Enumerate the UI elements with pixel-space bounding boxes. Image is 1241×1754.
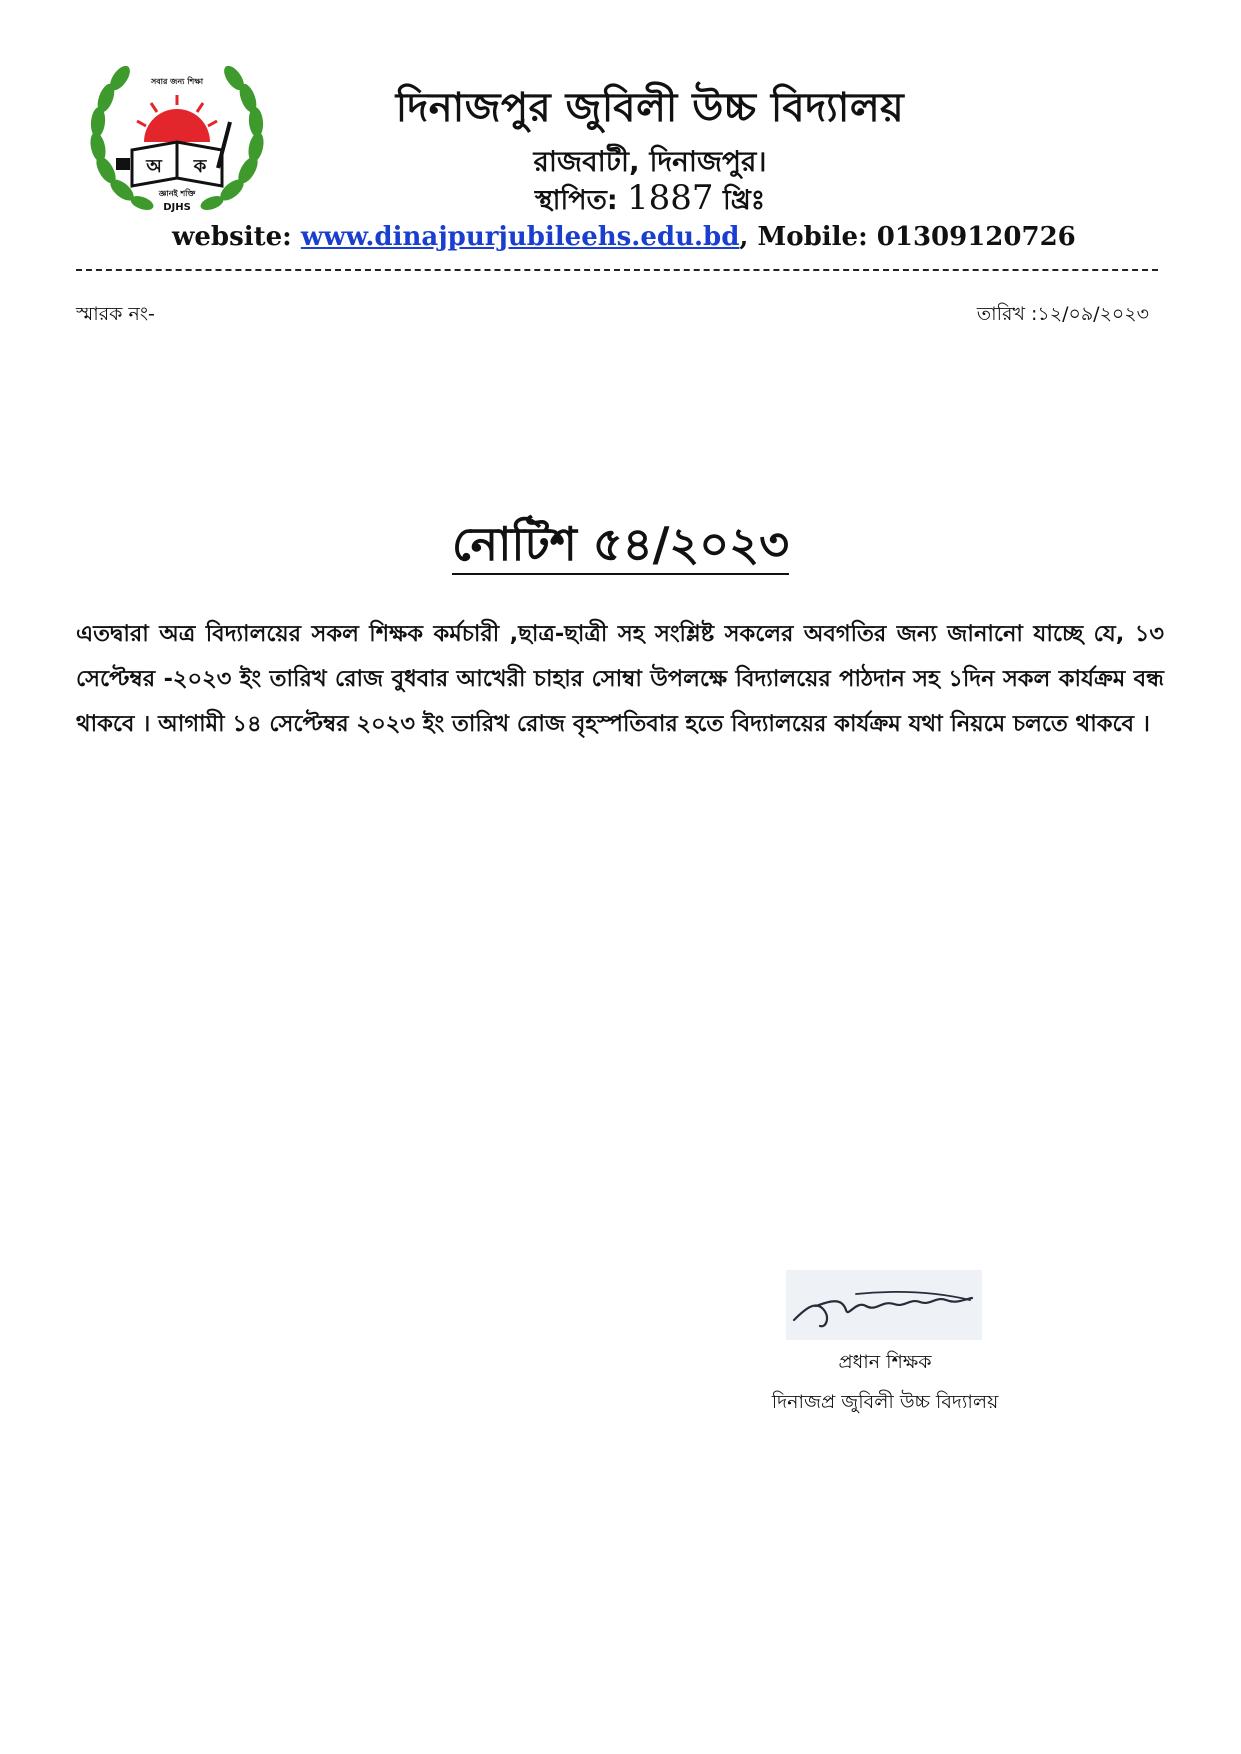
contact-line xyxy=(172,222,1076,252)
school-emblem-icon xyxy=(82,50,272,220)
logo-abbreviation: DJHS xyxy=(163,202,191,213)
signatory-title: প্রধান শিক্ষক xyxy=(838,1351,932,1373)
notice-date: তারিখ :১২/০৯/২০২৩ xyxy=(976,303,1149,325)
logo-book-right-letter: ক xyxy=(193,156,207,177)
memo-number: স্মারক নং- xyxy=(76,303,155,325)
school-logo xyxy=(82,50,272,220)
handwritten-signature-icon xyxy=(786,1270,982,1340)
logo-motto-bottom: জ্ঞানই শক্তি xyxy=(158,189,196,198)
established-suffix: খ্রিঃ xyxy=(722,185,766,216)
mobile-label: , Mobile: xyxy=(739,222,868,252)
established-line xyxy=(300,178,1000,225)
signatory-school: দিনাজপ্র জুবিলী উচ্চ বিদ্যালয় xyxy=(771,1391,999,1413)
school-name: দিনাজপুর জুবিলী উচ্চ বিদ্যালয় xyxy=(395,85,905,131)
logo-book-left-letter: অ xyxy=(146,156,162,177)
notice-title-text: নোটিশ ৫৪/২০২৩ xyxy=(452,517,789,575)
established-year: 1887 xyxy=(627,178,714,218)
notice-body: এতদ্বারা অত্র বিদ্যালয়ের সকল শিক্ষক কর্মচারী ,ছাত্র-ছাত্রী সহ সংশ্লিষ্ট সকলের অবগতির জন্য জানানো যাচ্ছে যে, ১৩ সেপ্টেম্বর -২০২৩ ইং তারিখ রোজ বুধবার আখেরী চাহার সোম্বা উপলক্ষে বিদ্যালয়ের পাঠদান সহ ১দিন সকল কার্যক্রম বন্ধ থাকবে । আগামী ১৪ সেপ্টেম্বর ২০২৩ ইং তারিখ রোজ বৃহস্পতিবার হতে বিদ্যালয়ের কার্যক্রম যথা নিয়মে চলতে থাকবে । xyxy=(76,621,1164,737)
header-divider xyxy=(76,269,1158,271)
notice-title xyxy=(0,510,1241,586)
logo-motto-top: সবার জন্য শিক্ষা xyxy=(150,77,204,86)
website-link[interactable]: www.dinajpurjubileehs.edu.bd xyxy=(300,222,740,252)
established-label: স্থাপিত: xyxy=(534,185,618,216)
mobile-number: 01309120726 xyxy=(876,222,1076,252)
website-label: website: xyxy=(172,222,292,252)
signature-block xyxy=(786,1270,982,1340)
school-address: রাজবাটী, দিনাজপুর। xyxy=(533,145,767,178)
